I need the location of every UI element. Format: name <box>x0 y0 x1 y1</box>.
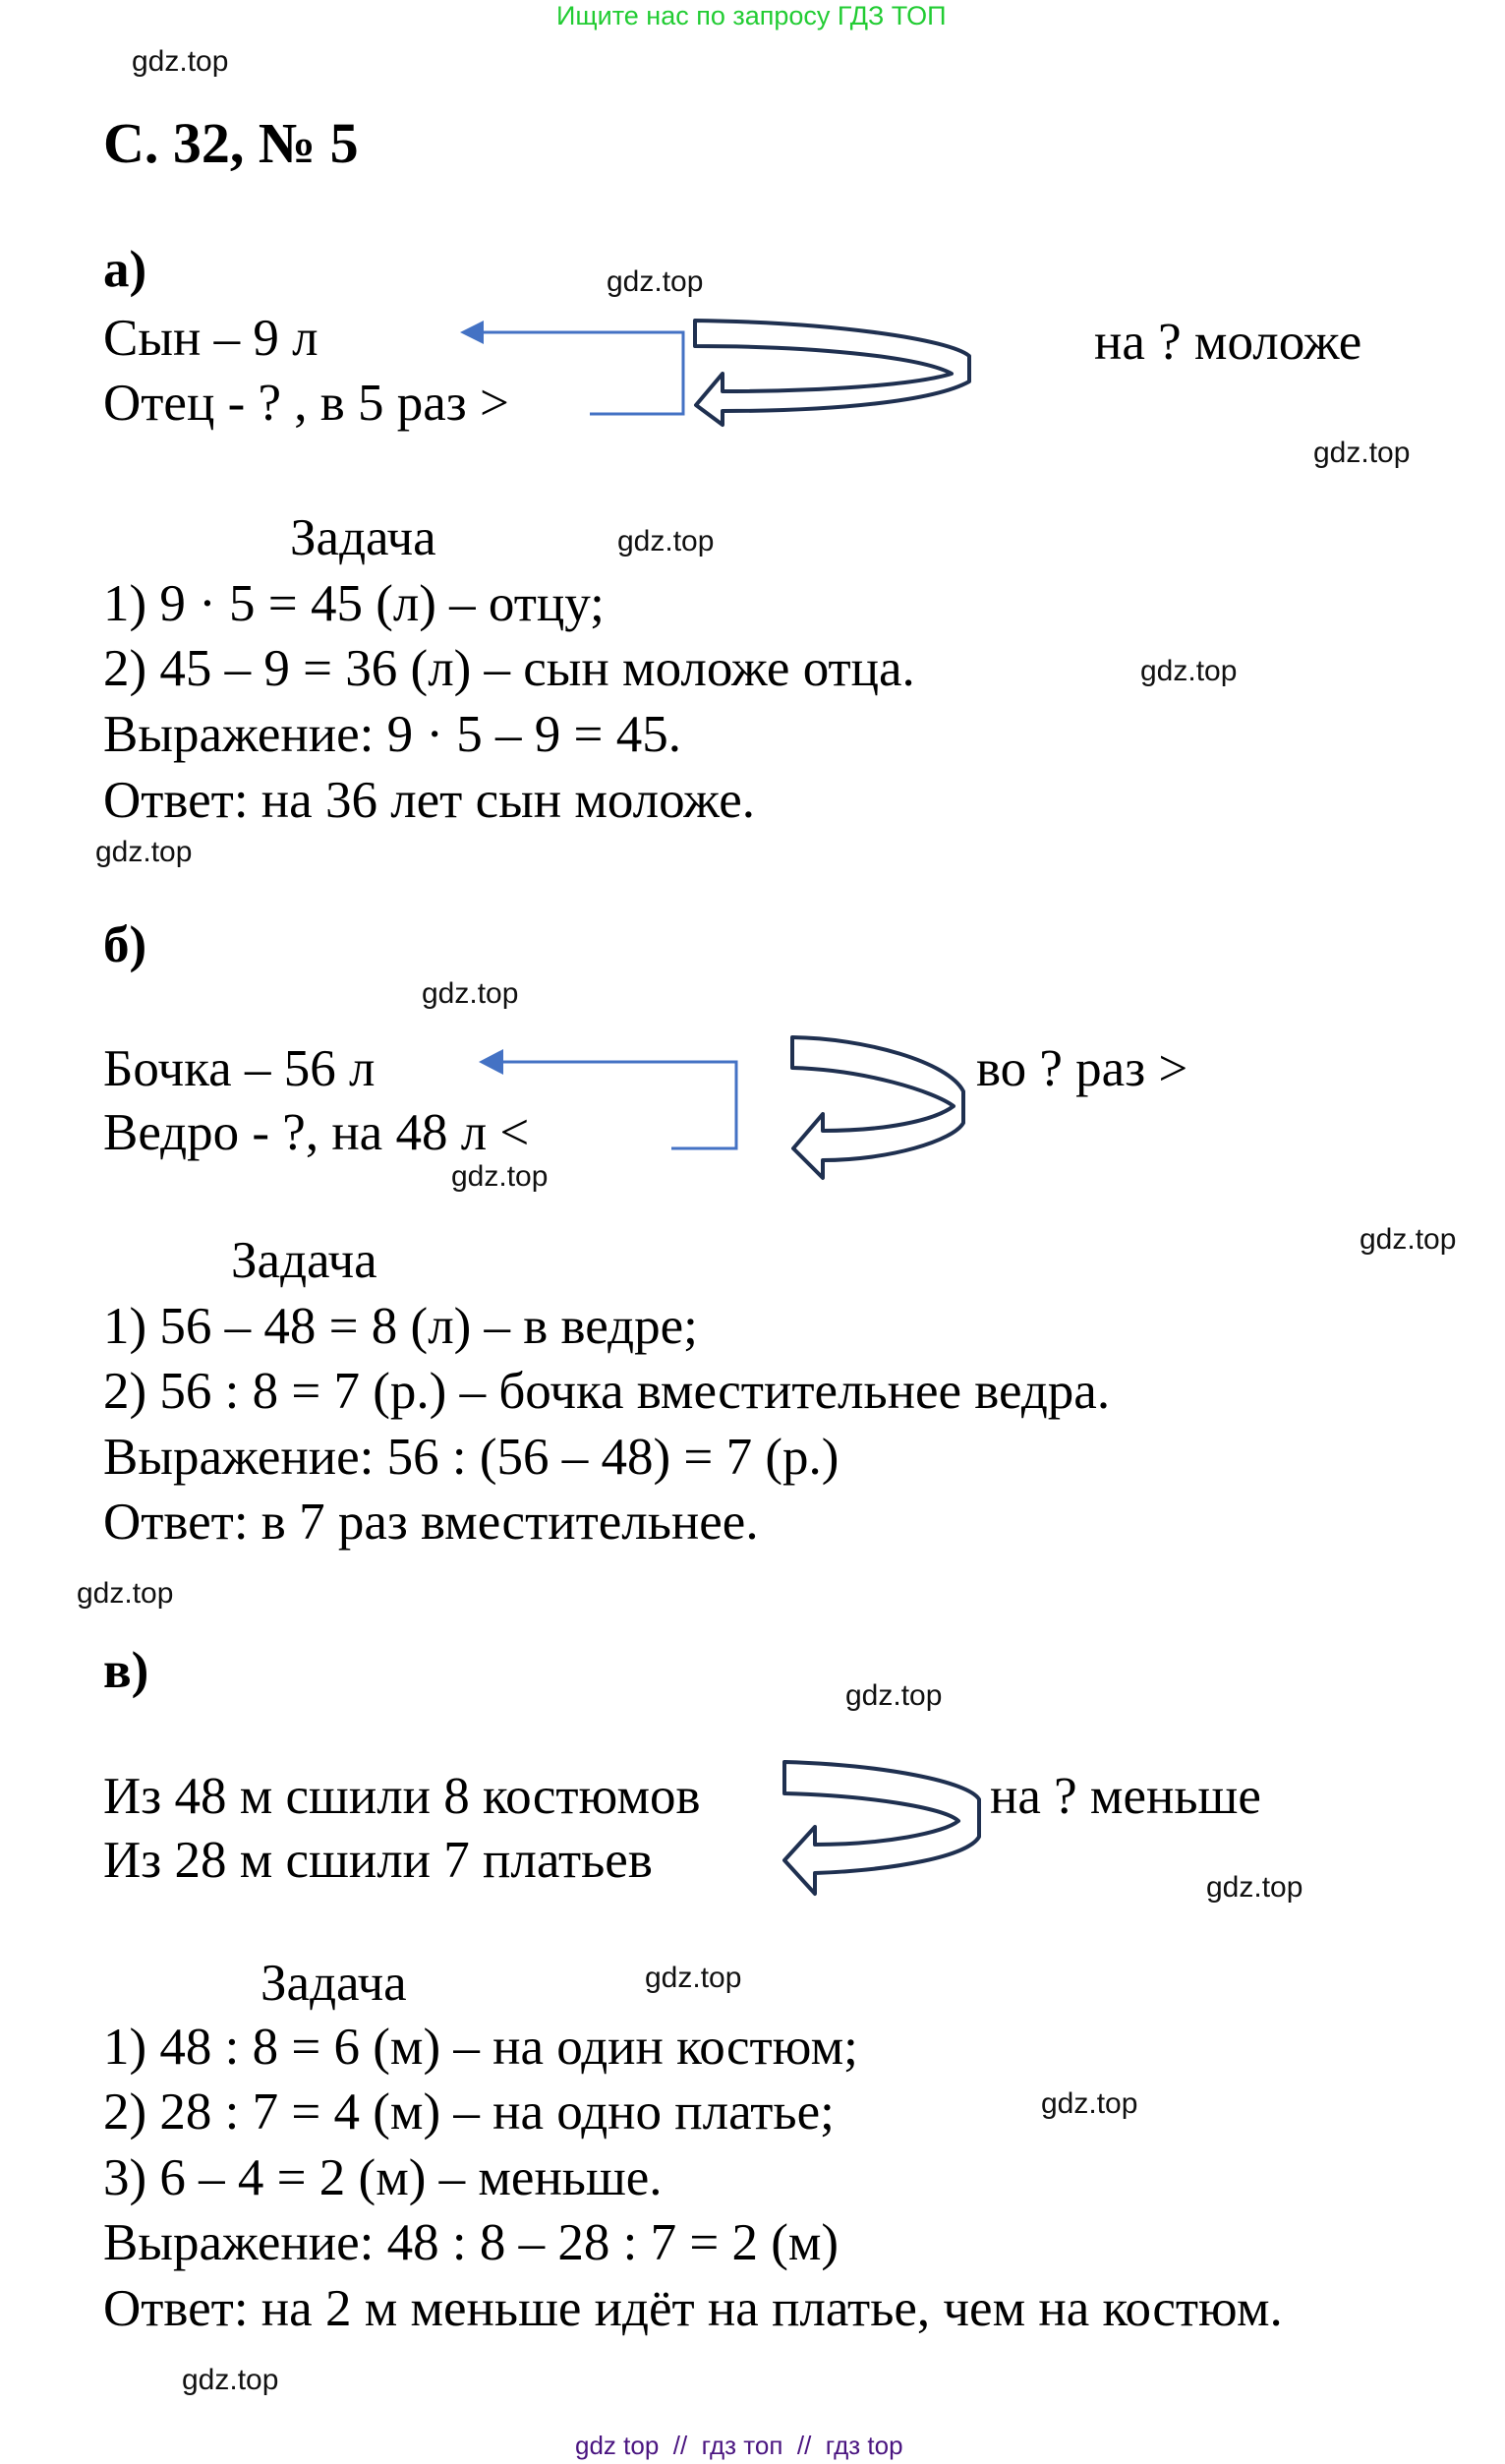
condition-line: Бочка – 56 л <box>103 1040 376 1097</box>
condition-line: Из 28 м сшили 7 платьев <box>103 1832 653 1889</box>
watermark: gdz.top <box>422 977 519 1010</box>
search-promo-banner: Ищите нас по запросу ГДЗ ТОП <box>556 1 947 30</box>
watermark: gdz.top <box>645 1962 742 1994</box>
watermark: gdz.top <box>451 1160 549 1193</box>
expression-line: Выражение: 56 : (56 – 48) = 7 (р.) <box>103 1429 839 1486</box>
step-line: 2) 28 : 7 = 4 (м) – на одно платье; <box>103 2083 835 2141</box>
task-heading: Задача <box>290 509 436 566</box>
answer-line: Ответ: на 2 м меньше идёт на платье, чем на костюм. <box>103 2280 1283 2337</box>
question-text: на ? меньше <box>990 1768 1261 1825</box>
condition-line: Сын – 9 л <box>103 310 318 367</box>
task-heading: Задача <box>260 1955 407 2012</box>
step-line: 1) 9 · 5 = 45 (л) – отцу; <box>103 575 605 632</box>
watermark: gdz.top <box>845 1679 943 1712</box>
condition-line: Из 48 м сшили 8 костюмов <box>103 1768 701 1825</box>
watermark: gdz.top <box>95 836 193 868</box>
watermark: gdz.top <box>182 2364 279 2396</box>
watermark: gdz.top <box>617 525 715 557</box>
condition-line: Ведро - ?, на 48 л < <box>103 1104 530 1161</box>
expression-line: Выражение: 9 · 5 – 9 = 45. <box>103 706 681 763</box>
step-line: 1) 56 – 48 = 8 (л) – в ведре; <box>103 1298 698 1355</box>
answer-line: Ответ: в 7 раз вместительнее. <box>103 1494 759 1551</box>
watermark: gdz.top <box>77 1577 174 1610</box>
condition-line: Отец - ? , в 5 раз > <box>103 375 509 432</box>
question-text: на ? моложе <box>1094 314 1362 371</box>
expression-line: Выражение: 48 : 8 – 28 : 7 = 2 (м) <box>103 2214 839 2271</box>
watermark: gdz.top <box>1140 655 1238 687</box>
answer-line: Ответ: на 36 лет сын моложе. <box>103 772 755 829</box>
section-label: в) <box>103 1642 149 1699</box>
section-label: а) <box>103 241 147 298</box>
section-label: б) <box>103 916 147 973</box>
question-text: во ? раз > <box>976 1040 1188 1097</box>
step-line: 1) 48 : 8 = 6 (м) – на один костюм; <box>103 2019 858 2076</box>
step-line: 3) 6 – 4 = 2 (м) – меньше. <box>103 2149 663 2206</box>
step-line: 2) 56 : 8 = 7 (р.) – бочка вместительнее ведра. <box>103 1363 1111 1420</box>
watermark: gdz.top <box>1360 1223 1457 1256</box>
task-heading: Задача <box>231 1232 377 1289</box>
page-title: С. 32, № 5 <box>103 111 359 175</box>
watermark: gdz.top <box>607 265 704 298</box>
step-line: 2) 45 – 9 = 36 (л) – сын моложе отца. <box>103 640 915 697</box>
watermark: gdz.top <box>132 45 229 78</box>
watermark: gdz.top <box>1206 1871 1303 1904</box>
watermark: gdz.top <box>1041 2087 1138 2120</box>
footer-links[interactable]: gdz top // гдз топ // гдз top <box>575 2431 903 2460</box>
watermark: gdz.top <box>1313 437 1411 469</box>
